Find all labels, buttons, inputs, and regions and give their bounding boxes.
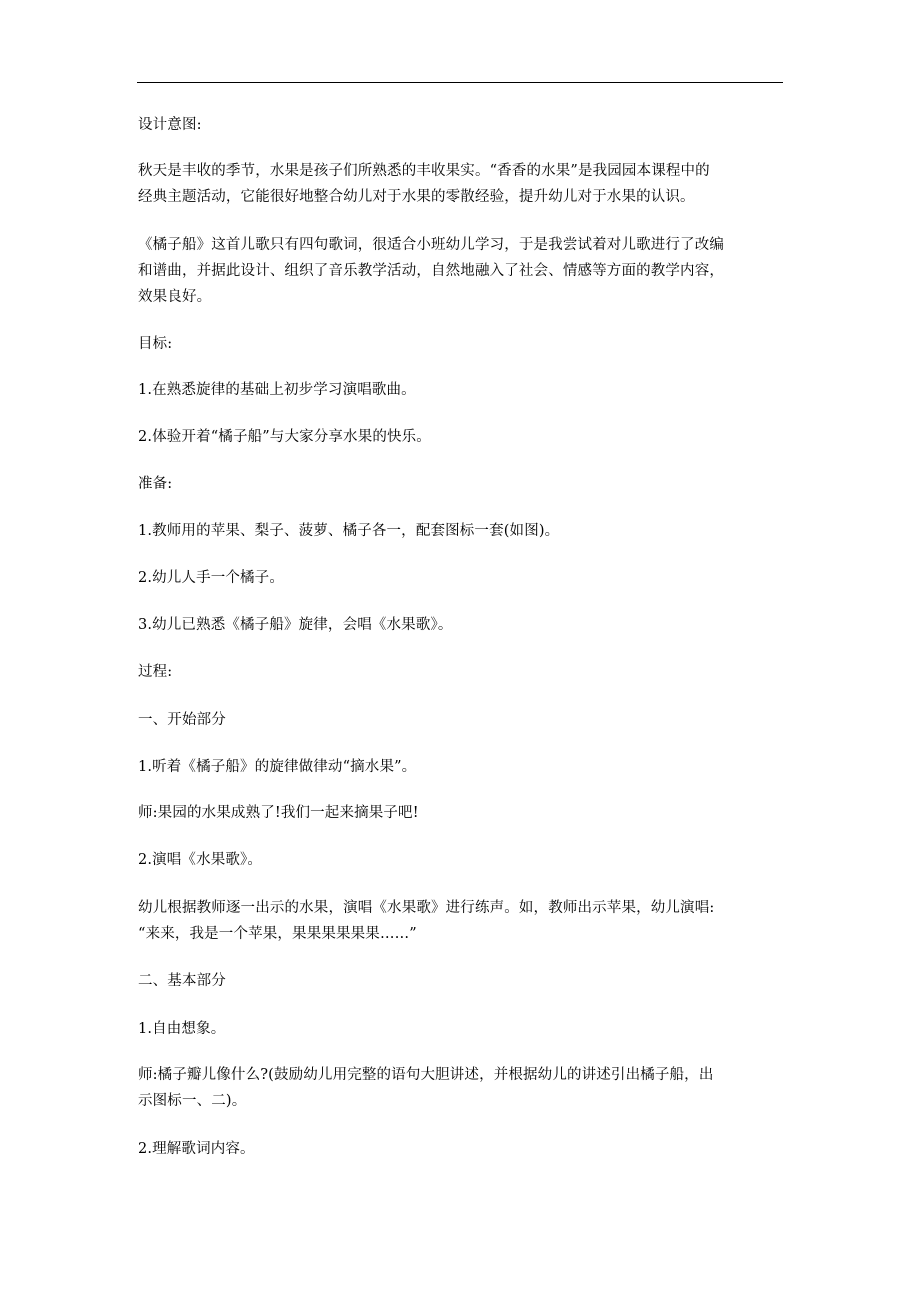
paragraph-line: 《橘子船》这首儿歌只有四句歌词，很适合小班幼儿学习，于是我尝试着对儿歌进行了改编	[138, 237, 724, 253]
paragraph-line: 经典主题活动，它能很好地整合幼儿对于水果的零散经验，提升幼儿对于水果的认识。	[138, 189, 695, 205]
section-heading: 一、开始部分	[138, 712, 226, 728]
heading-design-intent: 设计意图:	[138, 117, 202, 133]
preparation-item: 2.幼儿人手一个橘子。	[138, 570, 284, 586]
step-item: 2.理解歌词内容。	[138, 1141, 255, 1157]
paragraph-line: 和谱曲，并据此设计、组织了音乐教学活动，自然地融入了社会、情感等方面的教学内容，	[138, 263, 724, 279]
step-item: 1.听着《橘子船》的旋律做律动“摘水果”。	[138, 759, 417, 775]
paragraph-line: 师:橘子瓣儿像什么?(鼓励幼儿用完整的语句大胆讲述，并根据幼儿的讲述引出橘子船，出	[138, 1067, 714, 1083]
header-rule	[137, 82, 783, 83]
heading-preparation: 准备:	[138, 476, 173, 492]
paragraph-line: 师:果园的水果成熟了!我们一起来摘果子吧!	[138, 805, 419, 821]
paragraph-line: 幼儿根据教师逐一出示的水果，演唱《水果歌》进行练声。如，教师出示苹果，幼儿演唱:	[138, 900, 715, 916]
step-item: 1.自由想象。	[138, 1021, 226, 1037]
preparation-item: 3.幼儿已熟悉《橘子船》旋律，会唱《水果歌》。	[138, 617, 453, 633]
heading-process: 过程:	[138, 664, 173, 680]
goal-item: 2.体验开着“橘子船”与大家分享水果的快乐。	[138, 429, 431, 445]
preparation-item: 1.教师用的苹果、梨子、菠萝、橘子各一，配套图标一套(如图)。	[138, 523, 560, 539]
paragraph-line: 效果良好。	[138, 289, 212, 305]
goal-item: 1.在熟悉旋律的基础上初步学习演唱歌曲。	[138, 382, 416, 398]
paragraph-line: 秋天是丰收的季节，水果是孩子们所熟悉的丰收果实。“香香的水果”是我园园本课程中的	[138, 163, 710, 179]
paragraph-line: “来来，我是一个苹果，果果果果果果……”	[138, 926, 417, 942]
section-heading: 二、基本部分	[138, 973, 226, 989]
heading-goals: 目标:	[138, 336, 173, 352]
paragraph-line: 示图标一、二)。	[138, 1093, 247, 1109]
step-item: 2.演唱《水果歌》。	[138, 852, 263, 868]
